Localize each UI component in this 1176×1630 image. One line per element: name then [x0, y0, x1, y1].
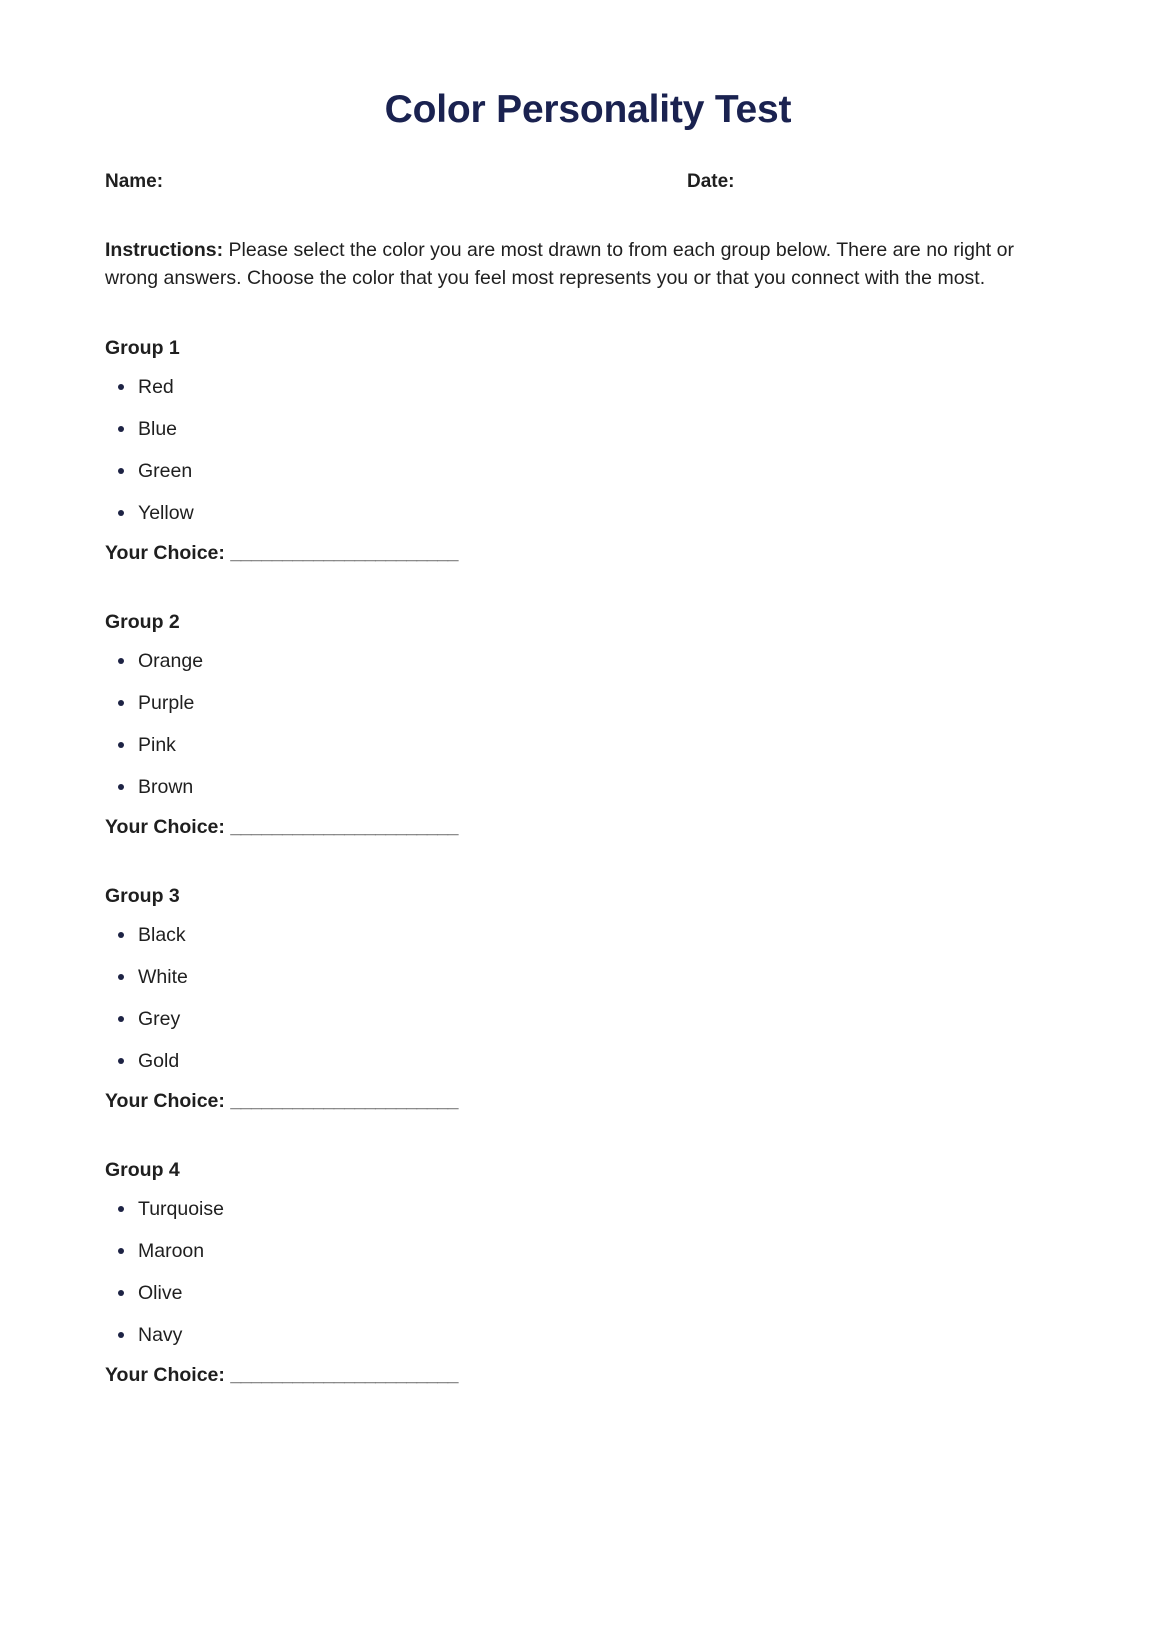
your-choice-label: Your Choice: [105, 816, 225, 839]
color-option-label: Maroon [138, 1240, 205, 1263]
color-option-label: Red [138, 376, 174, 399]
group-block-3 [105, 885, 1071, 1113]
date-label: Date: [687, 170, 735, 192]
list-item[interactable] [105, 1188, 1071, 1230]
list-item[interactable] [105, 492, 1071, 534]
your-choice-input[interactable]: ______________________ [230, 816, 458, 839]
color-option-label: Grey [138, 1008, 181, 1031]
group-block-1 [105, 337, 1071, 565]
instructions-paragraph [105, 237, 1017, 292]
color-options-list-4 [105, 1188, 1071, 1356]
list-item[interactable] [105, 956, 1071, 998]
color-option-label: Yellow [138, 502, 194, 525]
your-choice-input[interactable]: ______________________ [230, 1090, 458, 1113]
bullet-icon [118, 742, 124, 748]
list-item[interactable] [105, 640, 1071, 682]
bullet-icon [118, 468, 124, 474]
your-choice-row-4 [105, 1364, 1071, 1387]
name-date-row [105, 171, 1071, 193]
your-choice-input[interactable]: ______________________ [230, 542, 458, 565]
bullet-icon [118, 1248, 124, 1254]
color-option-label: Turquoise [138, 1198, 224, 1221]
bullet-icon [118, 658, 124, 664]
your-choice-label: Your Choice: [105, 1090, 225, 1113]
list-item[interactable] [105, 366, 1071, 408]
group-block-4 [105, 1159, 1071, 1387]
list-item[interactable] [105, 450, 1071, 492]
color-option-label: Brown [138, 776, 194, 799]
color-option-label: Orange [138, 650, 204, 673]
group-heading-4: Group 4 [105, 1159, 180, 1182]
bullet-icon [118, 1332, 124, 1338]
your-choice-label: Your Choice: [105, 542, 225, 565]
your-choice-row-1 [105, 542, 1071, 565]
list-item[interactable] [105, 1230, 1071, 1272]
color-option-label: Olive [138, 1282, 183, 1305]
color-options-list-1 [105, 366, 1071, 534]
page-title: Color Personality Test [384, 88, 792, 131]
group-heading-2: Group 2 [105, 611, 180, 634]
bullet-icon [118, 1058, 124, 1064]
group-heading-3: Group 3 [105, 885, 180, 908]
bullet-icon [118, 974, 124, 980]
color-option-label: Green [138, 460, 193, 483]
list-item[interactable] [105, 1314, 1071, 1356]
instructions-text: Please select the color you are most drawn to from each group below. There are no right or wrong answers. Choose the color that you feel most represents you or that you connect with the most. [105, 238, 1014, 289]
color-option-label: Blue [138, 418, 178, 441]
bullet-icon [118, 510, 124, 516]
list-item[interactable] [105, 998, 1071, 1040]
color-options-list-3 [105, 914, 1071, 1082]
color-option-label: Purple [138, 692, 195, 715]
color-options-list-2 [105, 640, 1071, 808]
color-option-label: Pink [138, 734, 176, 757]
list-item[interactable] [105, 682, 1071, 724]
bullet-icon [118, 700, 124, 706]
list-item[interactable] [105, 1040, 1071, 1082]
list-item[interactable] [105, 1272, 1071, 1314]
color-option-label: Gold [138, 1050, 180, 1073]
your-choice-row-3 [105, 1090, 1071, 1113]
group-heading-1: Group 1 [105, 337, 180, 360]
date-field-group [687, 171, 1071, 193]
bullet-icon [118, 1016, 124, 1022]
list-item[interactable] [105, 766, 1071, 808]
your-choice-row-2 [105, 816, 1071, 839]
list-item[interactable] [105, 914, 1071, 956]
bullet-icon [118, 932, 124, 938]
list-item[interactable] [105, 724, 1071, 766]
your-choice-label: Your Choice: [105, 1364, 225, 1387]
list-item[interactable] [105, 408, 1071, 450]
color-option-label: Navy [138, 1324, 183, 1347]
group-block-2 [105, 611, 1071, 839]
name-field-group [105, 171, 687, 193]
your-choice-input[interactable]: ______________________ [230, 1364, 458, 1387]
instructions-label: Instructions: [105, 238, 224, 261]
color-option-label: Black [138, 924, 186, 947]
bullet-icon [118, 784, 124, 790]
color-option-label: White [138, 966, 188, 989]
bullet-icon [118, 384, 124, 390]
name-label: Name: [105, 170, 164, 192]
bullet-icon [118, 1290, 124, 1296]
bullet-icon [118, 1206, 124, 1212]
bullet-icon [118, 426, 124, 432]
